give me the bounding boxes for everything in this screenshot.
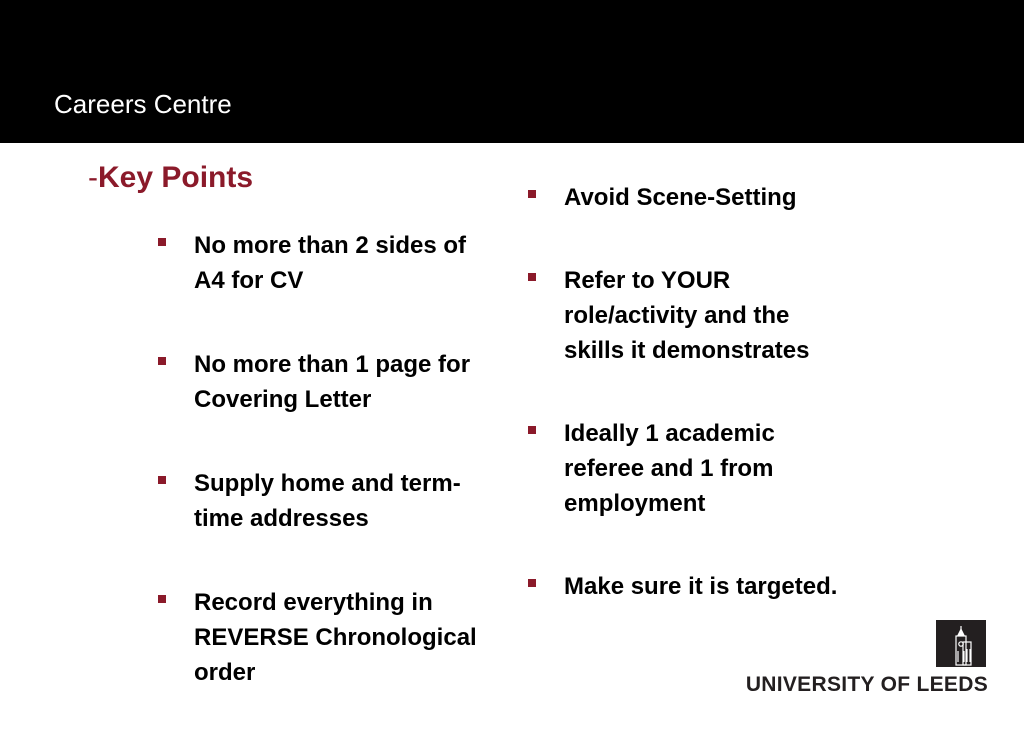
list-item xyxy=(158,347,498,417)
list-item xyxy=(528,263,848,368)
square-bullet-icon xyxy=(158,238,166,246)
square-bullet-icon xyxy=(158,357,166,365)
bullet-text: No more than 2 sides of A4 for CV xyxy=(194,232,467,294)
list-item xyxy=(158,228,498,298)
clock-tower-icon xyxy=(936,620,986,667)
list-item xyxy=(528,416,848,521)
list-item xyxy=(158,466,498,536)
square-bullet-icon xyxy=(528,190,536,198)
bullet-text: Record everything in REVERSE Chronological order xyxy=(194,589,477,686)
bullet-text: Supply home and term-time addresses xyxy=(194,470,461,532)
right-bullet-list xyxy=(528,180,848,652)
logo-text: UNIVERSITY OF LEEDS xyxy=(745,673,988,696)
section-heading xyxy=(88,160,253,196)
list-item xyxy=(528,569,848,604)
square-bullet-icon xyxy=(158,595,166,603)
heading-title: Key Points xyxy=(98,161,254,194)
list-item xyxy=(528,180,848,215)
bullet-text: Ideally 1 academic referee and 1 from employment xyxy=(564,420,775,517)
bullet-text: Avoid Scene-Setting xyxy=(564,184,797,211)
bullet-text: Refer to YOUR role/activity and the skills it demonstrates xyxy=(564,267,810,364)
bullet-text: Make sure it is targeted. xyxy=(564,573,838,600)
square-bullet-icon xyxy=(528,273,536,281)
header-title: Careers Centre xyxy=(54,89,232,119)
left-bullet-list xyxy=(158,228,498,739)
list-item xyxy=(158,585,498,690)
bullet-text: No more than 1 page for Covering Letter xyxy=(194,351,471,413)
square-bullet-icon xyxy=(528,426,536,434)
header-bar xyxy=(0,0,1024,143)
university-logo xyxy=(712,620,988,700)
square-bullet-icon xyxy=(528,579,536,587)
square-bullet-icon xyxy=(158,476,166,484)
heading-dash: - xyxy=(88,161,98,194)
